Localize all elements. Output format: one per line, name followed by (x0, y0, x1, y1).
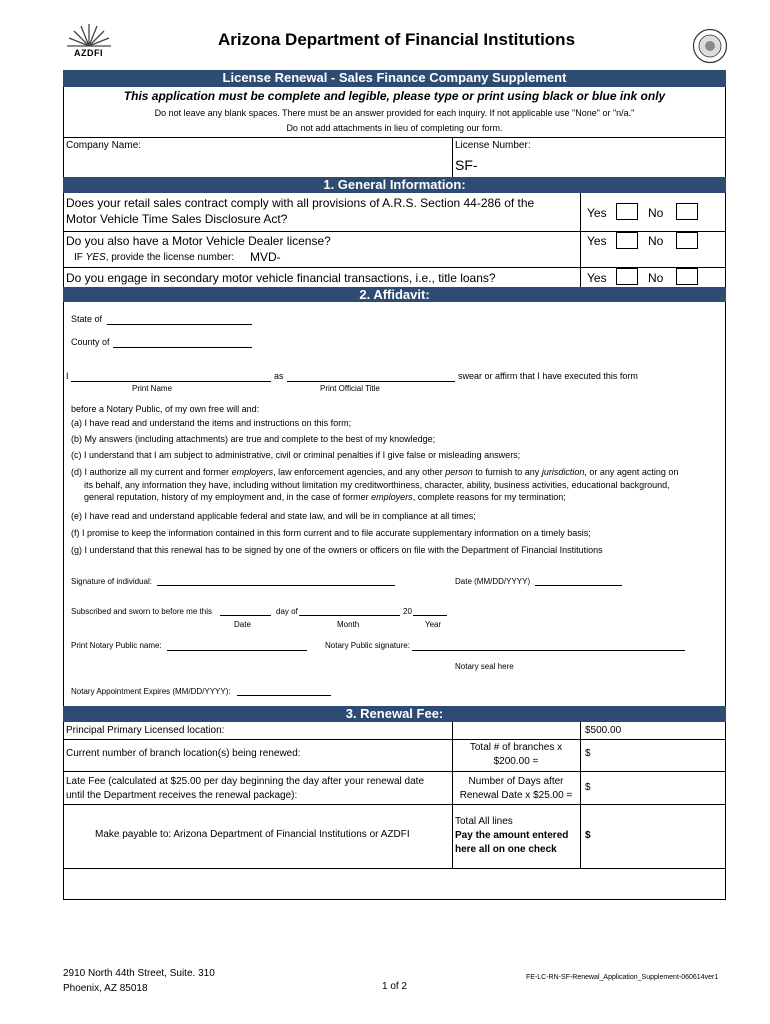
item-d-line1 (71, 467, 678, 477)
seal-icon (692, 28, 728, 64)
late-dollar: $ (585, 782, 591, 793)
print-name-field[interactable] (71, 381, 271, 382)
q2-yes-emph: YES (85, 252, 106, 263)
twenty-label: 20 (403, 607, 412, 616)
q2-text: Do you also have a Motor Vehicle Dealer license? (66, 234, 331, 248)
subscribed-label: Subscribed and sworn to before me this (71, 607, 212, 616)
q2-yes-label: Yes (587, 234, 607, 248)
q1-line2: Motor Vehicle Time Sales Disclosure Act? (66, 212, 288, 226)
notary-name-field[interactable] (167, 650, 307, 651)
item-c: (c) I understand that I am subject to administrative, civil or criminal penalties if I give false or misleading answers; (71, 450, 521, 460)
state-seal (692, 28, 728, 64)
branch-calc-line1: Total # of branches x (469, 742, 563, 753)
print-title-caption: Print Official Title (320, 384, 380, 393)
q1-yes-checkbox[interactable] (616, 203, 638, 220)
date-field[interactable] (535, 585, 622, 586)
form-id: FE-LC-RN-SF-Renewal_Application_Supplement-060614ver1 (526, 974, 719, 981)
payable-text: Make payable to: Arizona Department of Financial Institutions or AZDFI (95, 829, 410, 840)
q3-yes-checkbox[interactable] (616, 268, 638, 285)
subscribed-year-field[interactable] (413, 615, 447, 616)
notary-signature-field[interactable] (412, 650, 685, 651)
q3-yes-label: Yes (587, 271, 607, 285)
license-number-field[interactable] (480, 153, 724, 175)
swear-text: swear or affirm that I have executed this form (458, 371, 638, 381)
page-number: 1 of 2 (382, 981, 408, 992)
subscribed-month-field[interactable] (299, 615, 400, 616)
item-d-part1: (d) I authorize all my current and former (71, 467, 230, 477)
subscribed-date-field[interactable] (220, 615, 271, 616)
affidavit-heading: 2. Affidavit: (63, 287, 726, 302)
notary-expires-field[interactable] (237, 695, 331, 696)
item-d-part4: , or any agent acting on (584, 467, 679, 477)
logo-text: AZDFI (74, 48, 103, 58)
general-info-heading: 1. General Information: (63, 177, 726, 193)
item-f: (f) I promise to keep the information contained in this form current and to file accurate supplementary information on a timely basis; (71, 528, 591, 538)
month-caption: Month (337, 620, 360, 629)
company-name-label: Company Name: (66, 140, 142, 151)
late-fee-amount-field[interactable] (594, 774, 722, 802)
branch-label: Current number of branch location(s) being renewed: (66, 748, 301, 759)
item-d-jurisdiction: jurisdiction (541, 467, 585, 477)
item-d-employers: employers (231, 467, 274, 477)
total-amount-field[interactable] (594, 810, 722, 864)
q3-no-checkbox[interactable] (676, 268, 698, 285)
mvd-prefix: MVD- (250, 250, 281, 264)
q2-no-label: No (648, 234, 664, 248)
q1-no-label: No (648, 206, 664, 220)
item-a: (a) I have read and understand the items and instructions on this form; (71, 418, 352, 428)
year-caption: Year (425, 620, 442, 629)
item-d-line2: its behalf, any information they have, including without limitation my creditworthiness, character, ability, business activities, educational background, (84, 480, 670, 490)
total-line2: Pay the amount entered (455, 830, 569, 841)
item-e: (e) I have read and understand applicable federal and state law, and will be in compliance at all times; (71, 511, 476, 521)
notary-name-label: Print Notary Public name: (71, 641, 162, 650)
item-d-part3: to furnish to any (475, 467, 540, 477)
item-d-line3 (84, 492, 566, 502)
q2-yes-checkbox[interactable] (616, 232, 638, 249)
date-caption: Date (234, 620, 251, 629)
branch-calc-line2: $200.00 = (493, 756, 539, 767)
before-notary-text: before a Notary Public, of my own free will and: (71, 404, 260, 414)
signature-label: Signature of individual: (71, 577, 152, 586)
i-label: I (66, 371, 69, 381)
item-d-part2: , law enforcement agencies, and any other (273, 467, 443, 477)
renewal-fee-heading: 3. Renewal Fee: (63, 706, 726, 722)
license-prefix: SF- (455, 157, 478, 173)
license-number-label: License Number: (455, 140, 531, 151)
footer-address-line1: 2910 North 44th Street, Suite. 310 (63, 968, 215, 979)
footer-address-line2: Phoenix, AZ 85018 (63, 983, 148, 994)
item-d-part6: , complete reasons for my termination; (412, 492, 566, 502)
state-of-field[interactable] (107, 324, 252, 325)
azdfi-logo (62, 20, 116, 64)
q2-if-text (74, 252, 234, 263)
item-b: (b) My answers (including attachments) are true and complete to the best of my knowledge; (71, 434, 436, 444)
notary-signature-label: Notary Public signature: (325, 641, 410, 650)
principal-amount: $500.00 (585, 725, 622, 736)
note-no-blanks: Do not leave any blank spaces. There must be an answer provided for each inquiry. If not applicable use "None" or "n/a." (154, 108, 635, 118)
branch-amount-field[interactable] (594, 742, 722, 768)
print-name-caption: Print Name (132, 384, 173, 393)
as-label: as (274, 371, 284, 381)
q2-if: IF (74, 252, 83, 263)
signature-field[interactable] (157, 585, 395, 586)
q3-text: Do you engage in secondary motor vehicle financial transactions, i.e., title loans? (66, 271, 496, 285)
q1-no-checkbox[interactable] (676, 203, 698, 220)
total-line1: Total All lines (455, 816, 513, 827)
q1-yes-label: Yes (587, 206, 607, 220)
q3-no-label: No (648, 271, 664, 285)
late-fee-line1: Late Fee (calculated at $25.00 per day beginning the day after your renewal date (66, 776, 425, 787)
q2-no-checkbox[interactable] (676, 232, 698, 249)
mvd-license-field[interactable] (285, 249, 575, 265)
late-calc-line1: Number of Days after (468, 776, 564, 787)
company-name-field[interactable] (64, 152, 450, 176)
county-of-field[interactable] (113, 347, 252, 348)
county-of-label: County of (71, 337, 110, 347)
q2-provide: , provide the license number: (105, 252, 235, 263)
item-d-part5: general reputation, history of my employment and, in the case of former (84, 492, 369, 502)
print-title-field[interactable] (287, 381, 455, 382)
form-title-bar: License Renewal - Sales Finance Company Supplement (63, 70, 726, 87)
item-d-employers2: employers (371, 492, 413, 502)
total-dollar: $ (585, 830, 591, 841)
principal-label: Principal Primary Licensed location: (66, 725, 225, 736)
instruction-text: This application must be complete and legible, please type or print using black or blue ink only (123, 89, 666, 103)
late-fee-line2: until the Department receives the renewal package): (66, 790, 298, 801)
date-label: Date (MM/DD/YYYY) (455, 577, 531, 586)
state-of-label: State of (71, 314, 103, 324)
item-d-person: person (445, 467, 473, 477)
note-no-attachments: Do not add attachments in lieu of completing our form. (286, 123, 503, 133)
q1-line1: Does your retail sales contract comply with all provisions of A.R.S. Section 44-286 of the (66, 196, 535, 210)
item-g: (g) I understand that this renewal has to be signed by one of the owners or officers on file with the Department of Financial Institutions (71, 545, 603, 555)
day-of-label: day of (276, 607, 298, 616)
notary-seal-label: Notary seal here (455, 662, 514, 671)
notary-expires-label: Notary Appointment Expires (MM/DD/YYYY): (71, 687, 231, 696)
total-line3: here all on one check (455, 844, 557, 855)
branch-dollar: $ (585, 748, 591, 759)
page-title: Arizona Department of Financial Institutions (218, 30, 576, 49)
late-calc-line2: Renewal Date x $25.00 = (459, 790, 573, 801)
